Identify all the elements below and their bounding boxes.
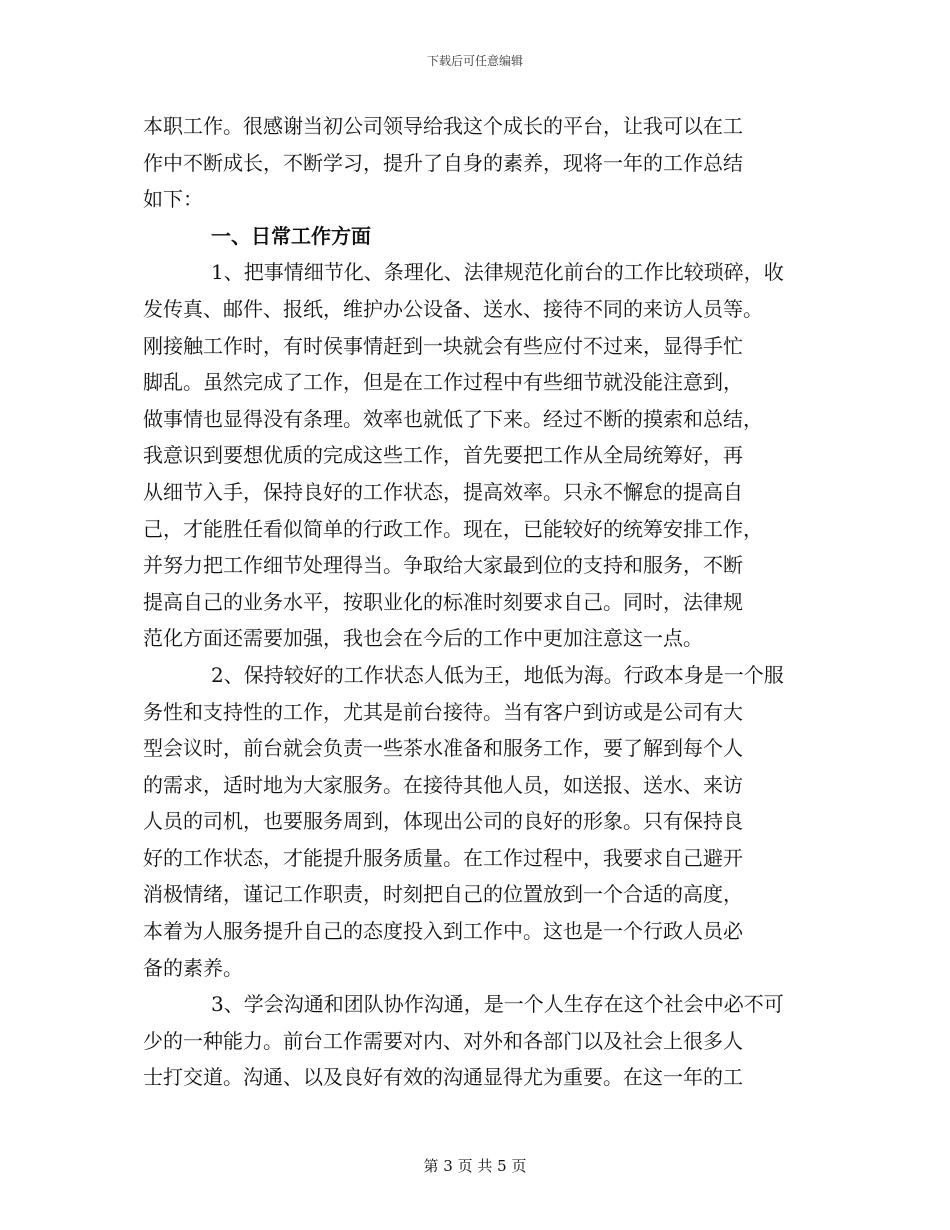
text-line: 人员的司机，也要服务周到，体现出公司的良好的形象。只有保持良	[143, 809, 743, 834]
text-line: 发传真、邮件、报纸，维护办公设备、送水、接待不同的来访人员等。	[143, 296, 763, 321]
text-line: 提高自己的业务水平，按职业化的标准时刻要求自己。同时，法律规	[143, 589, 743, 614]
text-line: 从细节入手，保持良好的工作状态，提高效率。只永不懈怠的提高自	[143, 479, 743, 504]
text-line: 己，才能胜任看似简单的行政工作。现在，已能较好的统筹安排工作，	[143, 516, 763, 541]
text-line: 少的一种能力。前台工作需要对内、对外和各部门以及社会上很多人	[143, 1028, 743, 1053]
text-line: 消极情绪，谨记工作职责，时刻把自己的位置放到一个合适的高度，	[143, 882, 743, 907]
text-line: 脚乱。虽然完成了工作，但是在工作过程中有些细节就没能注意到，	[143, 370, 743, 395]
text-line: 作中不断成长，不断学习，提升了自身的素养，现将一年的工作总结	[143, 150, 743, 175]
text-line: 做事情也显得没有条理。效率也就低了下来。经过不断的摸索和总结，	[143, 406, 763, 431]
text-line: 的需求，适时地为大家服务。在接待其他人员，如送报、送水、来访	[143, 772, 743, 797]
text-line: 范化方面还需要加强，我也会在今后的工作中更加注意这一点。	[143, 626, 703, 651]
text-line: 3、学会沟通和团队协作沟通，是一个人生存在这个社会中必不可	[211, 992, 784, 1017]
text-line: 刚接触工作时，有时侯事情赶到一块就会有些应付不过来，显得手忙	[143, 333, 743, 358]
document-body	[143, 108, 803, 1096]
section-heading: 一、日常工作方面	[211, 223, 371, 248]
text-line: 我意识到要想优质的完成这些工作，首先要把工作从全局统筹好，再	[143, 443, 743, 468]
text-line: 并努力把工作细节处理得当。争取给大家最到位的支持和服务，不断	[143, 553, 743, 578]
text-line: 本着为人服务提升自己的态度投入到工作中。这也是一个行政人员必	[143, 919, 743, 944]
text-line: 2、保持较好的工作状态人低为王，地低为海。行政本身是一个服	[211, 662, 784, 687]
page-footer: 第 3 页 共 5 页	[423, 1157, 527, 1175]
text-line: 本职工作。很感谢当初公司领导给我这个成长的平台，让我可以在工	[143, 114, 743, 138]
text-line: 型会议时，前台就会负责一些茶水准备和服务工作，要了解到每个人	[143, 736, 743, 761]
text-line: 如下：	[143, 187, 203, 212]
text-line: 备的素养。	[143, 955, 243, 980]
text-line: 士打交道。沟通、以及良好有效的沟通显得尤为重要。在这一年的工	[143, 1065, 743, 1090]
page-header: 下载后可任意编辑	[426, 54, 523, 68]
text-line: 务性和支持性的工作，尤其是前台接待。当有客户到访或是公司有大	[143, 699, 743, 724]
text-line: 1、把事情细节化、条理化、法律规范化前台的工作比较琐碎，收	[211, 260, 784, 285]
text-line: 好的工作状态，才能提升服务质量。在工作过程中，我要求自己避开	[143, 845, 743, 870]
